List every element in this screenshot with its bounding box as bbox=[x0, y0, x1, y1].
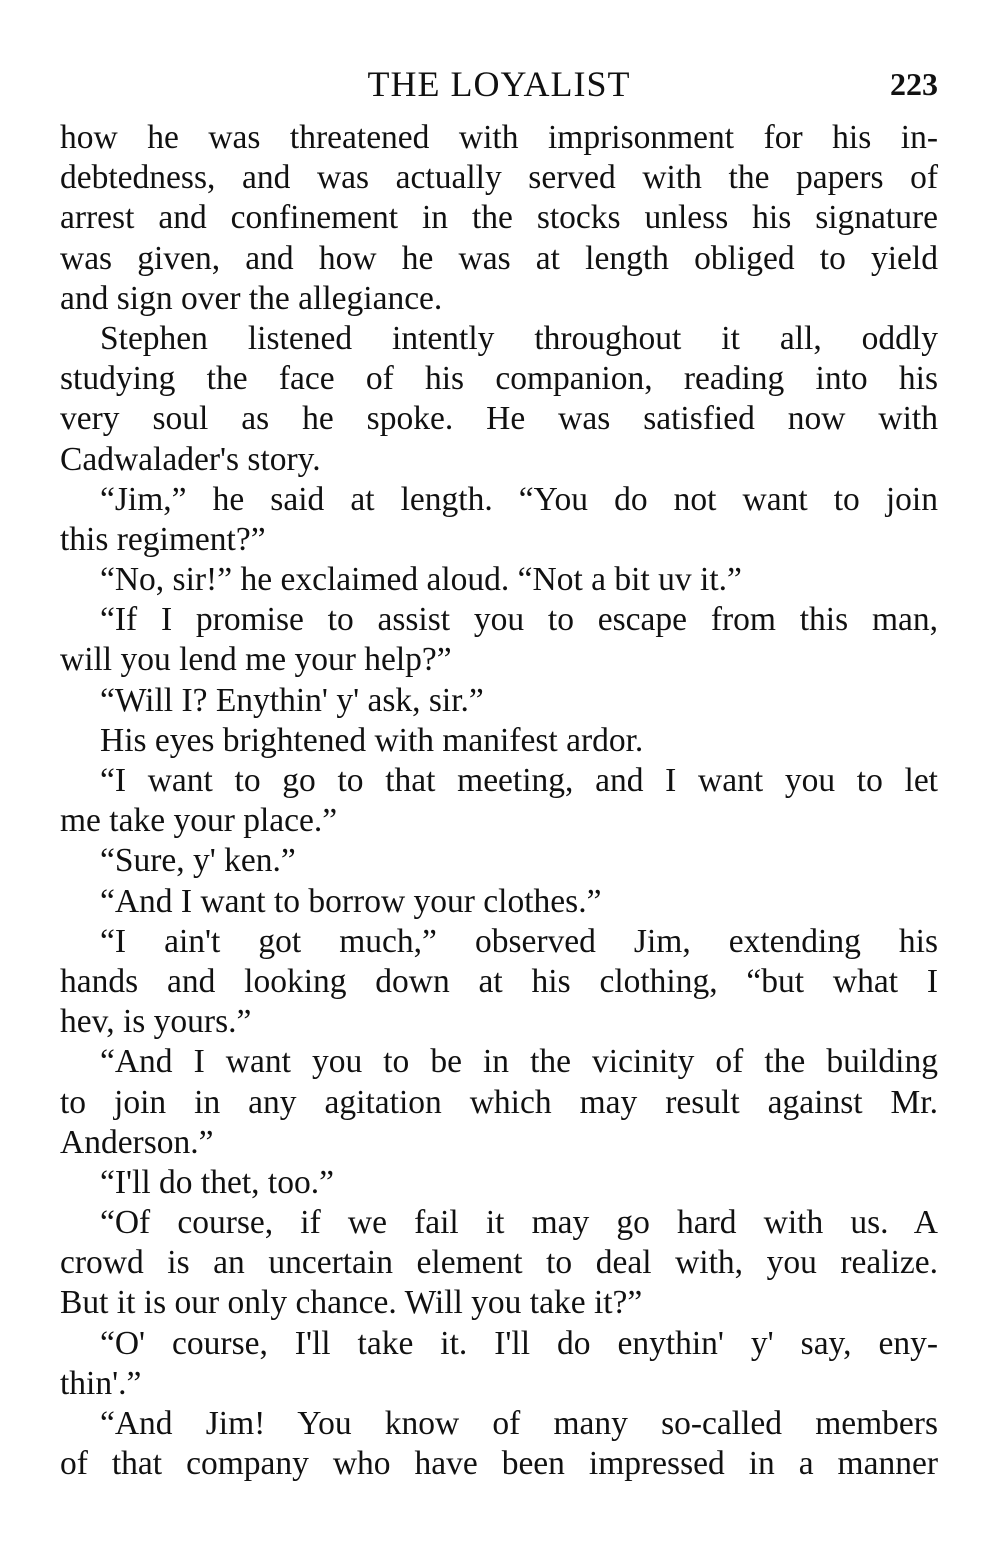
text-line: will you lend me your help?” bbox=[60, 641, 452, 679]
running-title: THE LOYALIST bbox=[367, 64, 631, 104]
text-line: how he was threatened with imprisonment for his in- bbox=[60, 119, 938, 156]
text-line: hev, is yours.” bbox=[60, 1003, 252, 1041]
text-line: His eyes brightened with manifest ardor. bbox=[100, 721, 644, 759]
text-line: “And I want to borrow your clothes.” bbox=[100, 882, 602, 920]
body-text bbox=[60, 118, 938, 1484]
text-line: hands and looking down at his clothing, “but what I bbox=[60, 962, 938, 1000]
text-line: “No, sir!” he exclaimed aloud. “Not a bit uv it.” bbox=[100, 561, 742, 599]
text-line: debtedness, and was actually served with the papers of bbox=[60, 159, 938, 197]
text-line: “I want to go to that meeting, and I want you to let bbox=[100, 762, 938, 799]
text-line: “Jim,” he said at length. “You do not want to join bbox=[100, 480, 938, 518]
text-line: me take your place.” bbox=[60, 802, 338, 840]
text-line: studying the face of his companion, reading into his bbox=[60, 360, 938, 398]
text-line: But it is our only chance. Will you take it?” bbox=[60, 1284, 643, 1322]
text-line: this regiment?” bbox=[60, 520, 266, 558]
text-line: Stephen listened intently throughout it all, oddly bbox=[100, 319, 938, 357]
text-line: arrest and confinement in the stocks unless his signature bbox=[60, 199, 938, 237]
text-line: “I ain't got much,” observed Jim, extending his bbox=[100, 922, 938, 960]
text-line: “I'll do thet, too.” bbox=[100, 1163, 334, 1201]
text-line: “O' course, I'll take it. I'll do enythin' y' say, eny- bbox=[100, 1324, 938, 1362]
text-line: was given, and how he was at length obliged to yield bbox=[60, 239, 938, 277]
book-page bbox=[60, 58, 938, 1484]
text-line: Cadwalader's story. bbox=[60, 440, 321, 478]
text-line: “Will I? Enythin' y' ask, sir.” bbox=[100, 681, 484, 719]
text-line: crowd is an uncertain element to deal with, you realize. bbox=[60, 1244, 938, 1282]
text-line: “And Jim! You know of many so-called members bbox=[100, 1405, 938, 1442]
text-line: and sign over the allegiance. bbox=[60, 279, 443, 317]
text-line: of that company who have been impressed in a manner bbox=[60, 1445, 938, 1483]
page-number: 223 bbox=[890, 66, 938, 102]
text-line: “And I want you to be in the vicinity of the building bbox=[100, 1043, 938, 1081]
running-head bbox=[60, 58, 938, 110]
text-line: Anderson.” bbox=[60, 1123, 214, 1161]
text-line: very soul as he spoke. He was satisfied now with bbox=[60, 400, 938, 438]
text-line: “Of course, if we fail it may go hard with us. A bbox=[100, 1204, 938, 1242]
text-line: “Sure, y' ken.” bbox=[100, 842, 296, 880]
text-line: “If I promise to assist you to escape from this man, bbox=[100, 601, 938, 639]
text-line: to join in any agitation which may result against Mr. bbox=[60, 1083, 938, 1121]
text-line: thin'.” bbox=[60, 1364, 142, 1402]
